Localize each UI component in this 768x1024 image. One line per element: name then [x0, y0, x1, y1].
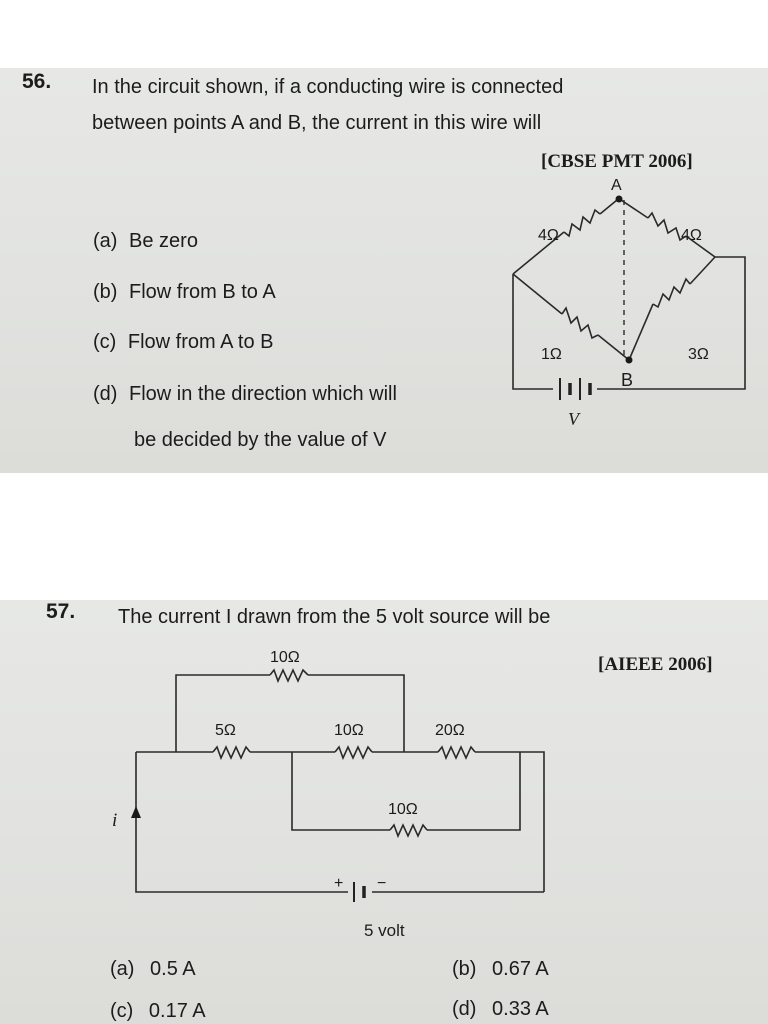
question-57-option-c[interactable] — [110, 1000, 206, 1023]
resistor-inner-10-label: 10Ω — [388, 801, 418, 818]
option-key: (a) — [93, 230, 118, 252]
current-arrow — [131, 806, 141, 818]
resistor-top-left-label: 4Ω — [538, 227, 559, 244]
option-key: (d) — [93, 383, 118, 405]
wire-right-down — [597, 257, 745, 389]
wire-r1-to-b — [598, 335, 629, 360]
option-text: 0.67 A — [492, 958, 549, 980]
option-key: (c) — [110, 1000, 134, 1022]
question-56-option-d[interactable] — [93, 383, 397, 406]
wire-right-node-to-r3 — [690, 257, 715, 284]
resistor-bottom-left-zigzag — [562, 308, 598, 338]
resistor-top-zigzag — [270, 670, 308, 681]
resistor-bottom-left-label: 1Ω — [541, 346, 562, 363]
node-a-label: A — [611, 177, 622, 194]
wire-top-loop — [176, 675, 270, 752]
wire-left-node-to-r1 — [513, 274, 562, 314]
question-57-circuit-diagram — [112, 640, 570, 940]
option-key: (d) — [452, 998, 477, 1020]
wire-a-to-left — [600, 200, 617, 214]
battery-voltage-label: 5 volt — [364, 921, 405, 940]
question-56-option-c[interactable] — [93, 331, 274, 354]
question-57-option-d[interactable] — [452, 998, 549, 1021]
question-56-option-a[interactable] — [93, 230, 198, 253]
question-56-circuit-diagram — [500, 178, 760, 478]
question-56-source: [CBSE PMT 2006] — [541, 151, 693, 172]
node-a-dot — [616, 196, 623, 203]
resistor-5ohm-zigzag — [213, 747, 250, 758]
option-text: Be zero — [129, 230, 198, 252]
question-57-number: 57. — [46, 600, 76, 623]
option-text: 0.17 A — [148, 1000, 206, 1022]
resistor-top-right-label: 4Ω — [681, 227, 702, 244]
wire-top-loop-right — [308, 675, 404, 752]
resistor-inner-10-zigzag — [390, 825, 427, 836]
wire-r3-to-b — [629, 304, 653, 360]
resistor-20ohm-zigzag — [438, 747, 475, 758]
resistor-bottom-right-zigzag — [653, 279, 690, 307]
option-key: (b) — [452, 958, 477, 980]
question-56-number: 56. — [22, 70, 52, 93]
question-56-text-line2: between points A and B, the current in this wire will — [92, 112, 542, 134]
question-57-source: [AIEEE 2006] — [598, 654, 713, 675]
resistor-top-label: 10Ω — [270, 649, 300, 666]
current-label: i — [112, 810, 118, 831]
option-key: (a) — [110, 958, 135, 980]
resistor-bottom-right-label: 3Ω — [688, 346, 709, 363]
wire-20-right — [475, 752, 544, 892]
resistor-middle-10-zigzag — [335, 747, 372, 758]
option-text: Flow from A to B — [127, 331, 274, 353]
battery-symbol — [354, 882, 364, 902]
resistor-middle-10-label: 10Ω — [334, 722, 364, 739]
resistor-top-left-zigzag — [564, 210, 600, 236]
resistor-5ohm-label: 5Ω — [215, 722, 236, 739]
question-56-page — [0, 68, 768, 473]
resistor-20ohm-label: 20Ω — [435, 722, 465, 739]
wire-inner-left — [292, 752, 390, 830]
option-text: Flow from B to A — [129, 281, 276, 303]
wire-a-to-right — [621, 200, 648, 218]
battery-symbol — [560, 378, 590, 400]
node-b-label: B — [621, 370, 634, 390]
option-text: 0.5 A — [150, 958, 196, 980]
battery-label: V — [568, 409, 579, 429]
option-text: 0.33 A — [492, 998, 549, 1020]
question-57-text: The current I drawn from the 5 volt source will be — [118, 606, 551, 628]
question-57-option-a[interactable] — [110, 958, 196, 981]
question-56-option-d-line2: be decided by the value of V — [134, 429, 387, 451]
question-57-option-b[interactable] — [452, 958, 549, 981]
battery-minus-label: − — [377, 875, 387, 892]
question-56-text-line1: In the circuit shown, if a conducting wire is connected — [92, 76, 564, 98]
option-text: Flow in the direction which will — [129, 383, 397, 405]
node-b-dot — [626, 357, 633, 364]
option-key: (b) — [93, 281, 118, 303]
question-56-option-b[interactable] — [93, 281, 276, 304]
battery-plus-label: + — [334, 875, 344, 892]
wire-inner-right — [427, 752, 520, 830]
option-key: (c) — [93, 331, 117, 353]
question-57-page — [0, 600, 768, 1024]
wire-left-down — [136, 752, 348, 892]
